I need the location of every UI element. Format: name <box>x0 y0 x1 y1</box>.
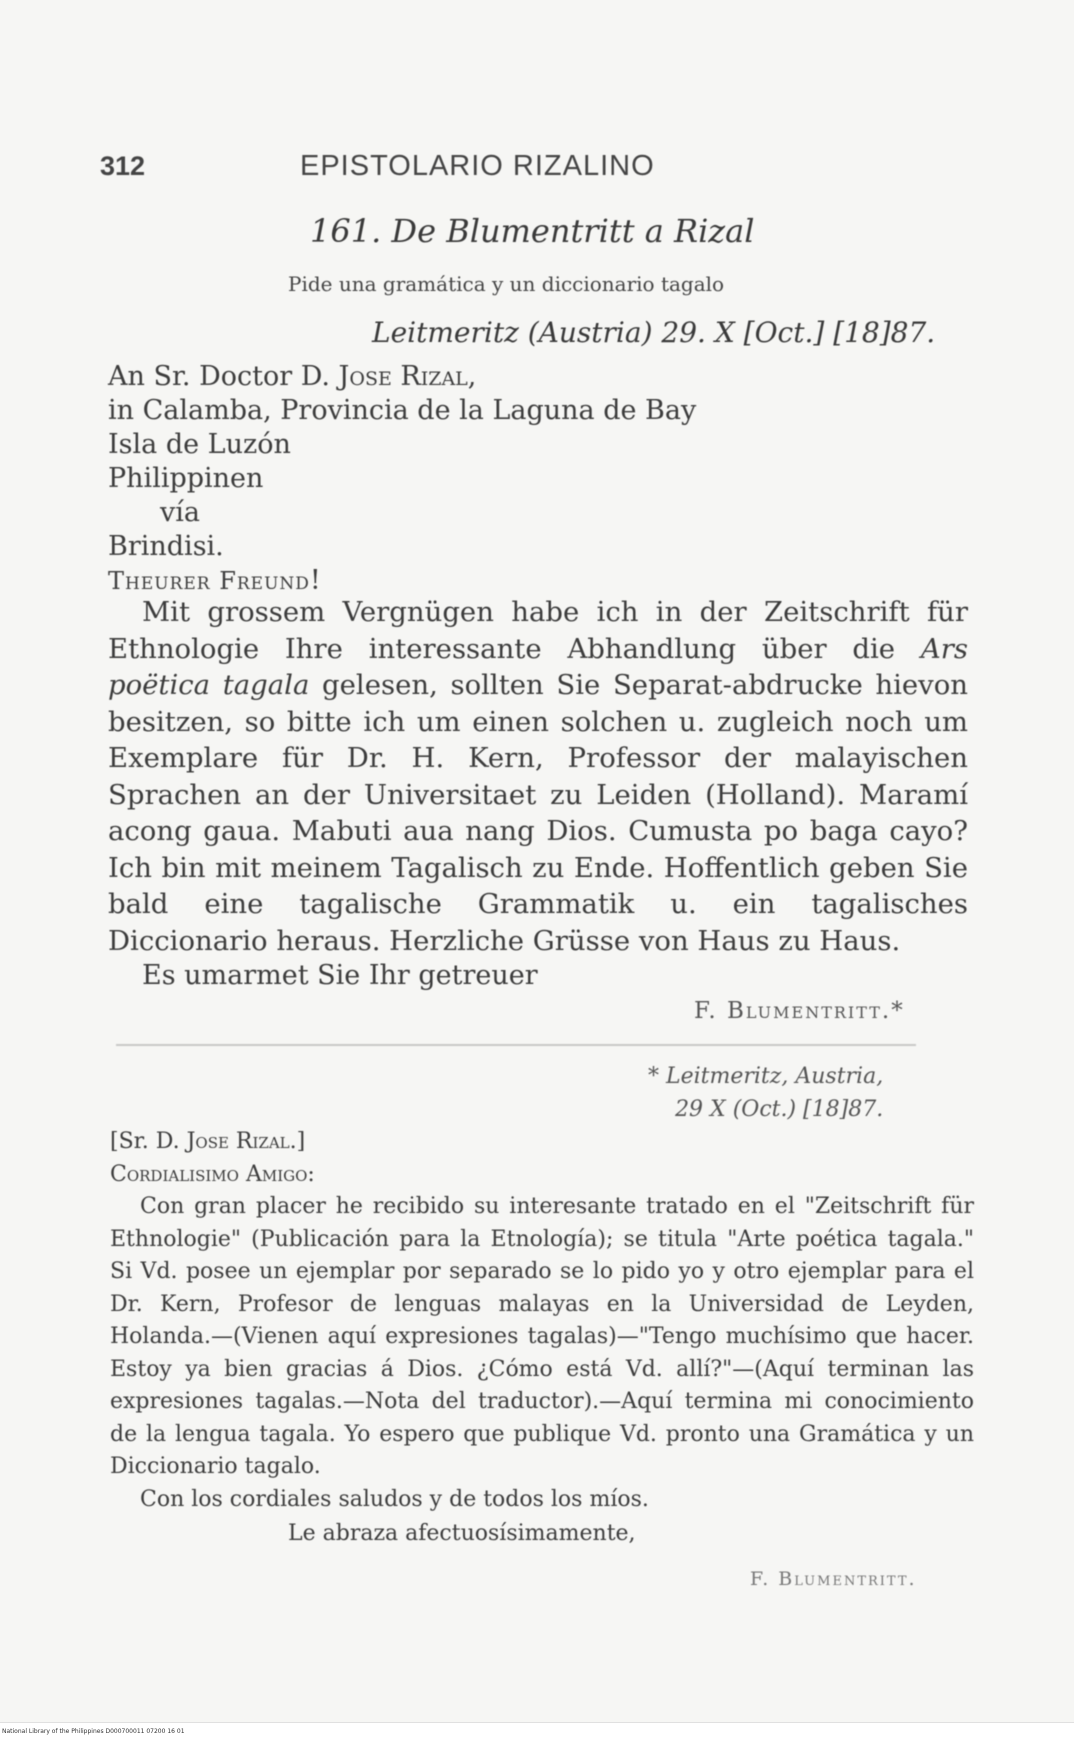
body-text-1: Mit grossem Vergnügen habe ich in der Zeitschrift für Ethnologie Ihre interessante Abhandlung über die <box>108 596 968 665</box>
translation-address-name: Jose Rizal <box>186 1129 290 1154</box>
address-line-4: Philippinen <box>108 463 264 494</box>
translation-salutation: Cordialisimo Amigo: <box>110 1161 315 1187</box>
address-line-2: in Calamba, Provincia de la Laguna de Bay <box>108 395 697 426</box>
translation-address-prefix: [Sr. D. <box>110 1129 187 1154</box>
address-suffix: , <box>467 361 477 392</box>
translation-address-suffix: .] <box>289 1129 306 1154</box>
letter-closing: Es umarmet Sie Ihr getreuer <box>142 960 538 991</box>
salutation-punct: ! <box>309 565 321 596</box>
footnote-line-1: * Leitmeritz, Austria, <box>648 1064 884 1089</box>
address-line-3: Isla de Luzón <box>108 429 291 460</box>
address-prefix: An Sr. Doctor D. <box>108 361 339 392</box>
body-italic-title: Ars poëtica tagala <box>108 632 968 701</box>
translation <box>110 1126 974 1551</box>
address-name: Jose Rizal <box>338 361 468 392</box>
running-title: EPISTOLARIO RIZALINO <box>300 150 655 182</box>
footnote-line-2: 29 X (Oct.) [18]87. <box>675 1097 884 1122</box>
letter-body <box>108 594 968 959</box>
translation-signature: F. Blumentritt. <box>750 1568 917 1590</box>
running-head <box>100 150 860 183</box>
letter-signature: F. Blumentritt.* <box>694 998 905 1024</box>
page-number: 312 <box>100 151 146 181</box>
letter-subheading: Pide una gramática y un diccionario tagalo <box>288 272 725 296</box>
body-text-2: gelesen, sollten Sie Separat-abdrucke hievon besitzen, so bitte ich um einen solchen u. zugleich noch um Exemplare für Dr. H. Kern, Professor der malayischen Sprachen an der Universitaet zu Leiden (Holland). Maramí acong gaua. Mabuti aua nang Dios. Cumusta po baga cayo? Ich bin mit meinem Tagalisch zu Ende. Hoffentlich geben Sie bald eine tagalische Grammatik u. ein tagalisches Diccionario heraus. Herzliche Grüsse von Haus zu Haus. <box>108 669 968 957</box>
translation-body: Con gran placer he recibido su interesante tratado en el "Zeitschrift für Ethnologie" (Publicación para la Etnología); se titula "Arte poética tagala." Si Vd. posee un ejemplar por separado se lo pido yo y otro ejemplar para el Dr. Kern, Profesor de lenguas malayas en la Universidad de Leyden, Holanda.—(Vienen aquí expresiones tagalas)—"Tengo muchísimo que hacer. Estoy ya bien gracias á Dios. ¿Cómo está Vd. allí?"—(Aquí terminan las expresiones tagalas.—Nota del traductor).—Aquí termina mi conocimiento de la lengua tagala. Yo espero que publique Vd. pronto una Gramática y un Diccionario tagalo. <box>110 1194 974 1479</box>
address-line-5: vía <box>160 497 200 528</box>
address-line-6: Brindisi. <box>108 531 224 562</box>
salutation-text: Theurer Freund <box>108 567 310 595</box>
footer-text: National Library of the Philippines D000700011 07200 16 01 <box>2 1728 185 1735</box>
letter-heading: 161. De Blumentritt a Rizal <box>310 212 755 250</box>
address-line-1 <box>108 360 696 394</box>
footnote <box>648 1060 883 1126</box>
section-divider <box>116 1044 916 1046</box>
translation-embrace: Le abraza afectuosísimamente, <box>288 1521 636 1546</box>
translation-greetings: Con los cordiales saludos y de todos los míos. <box>140 1486 649 1512</box>
letter-address <box>108 360 696 598</box>
translation-address <box>110 1126 974 1159</box>
salutation <box>108 564 696 598</box>
footer-strip <box>0 1722 1074 1737</box>
letter-dateline: Leitmeritz (Austria) 29. X [Oct.] [18]87. <box>372 316 936 349</box>
